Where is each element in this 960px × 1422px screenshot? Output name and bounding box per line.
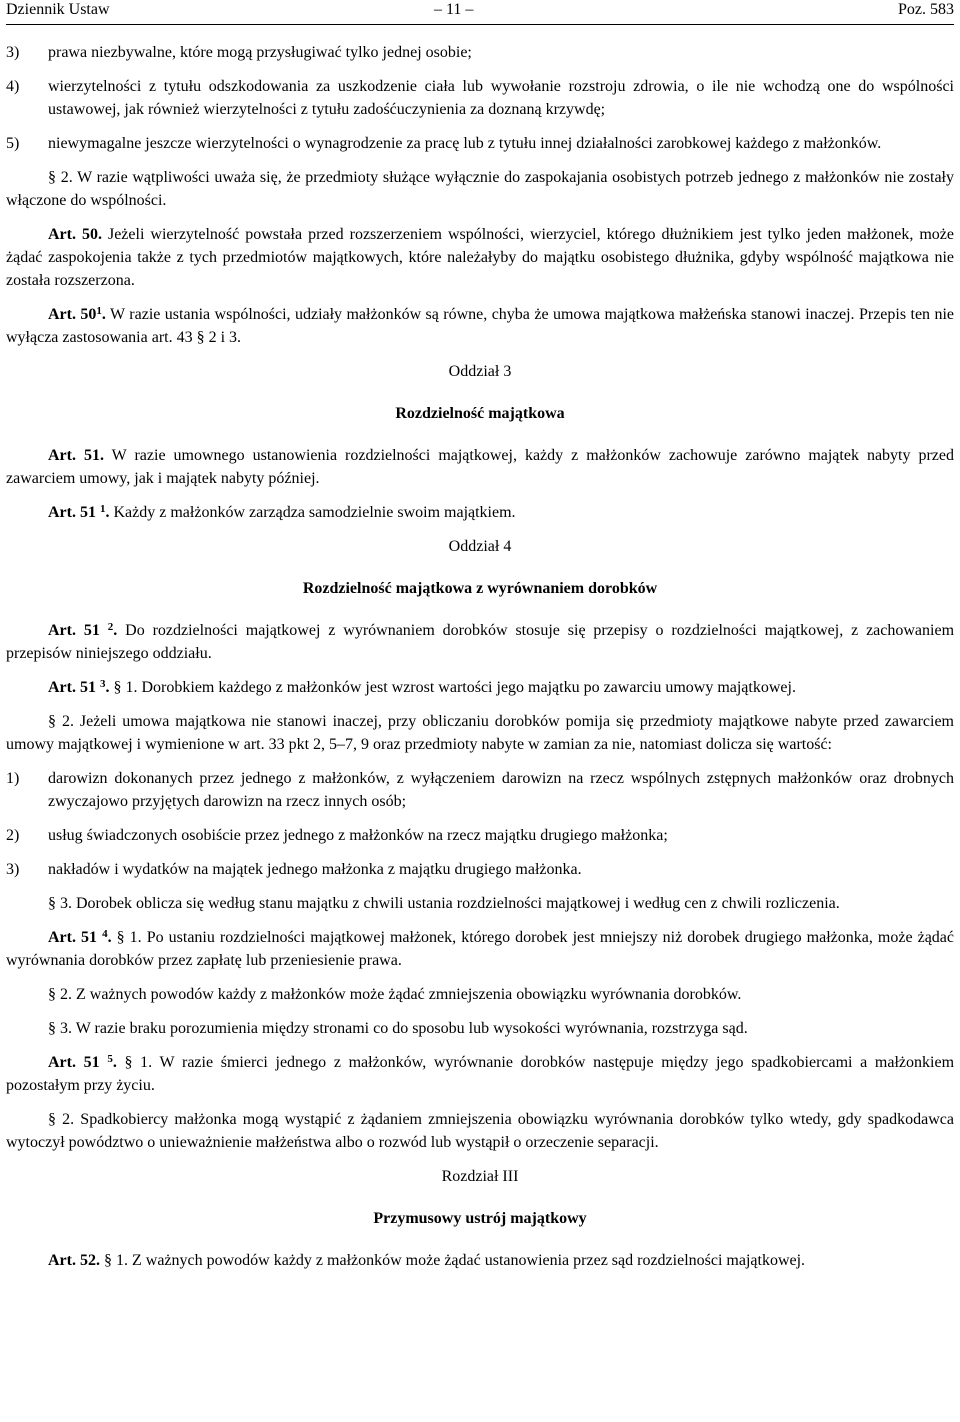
article-text: § 1. Po ustaniu rozdzielności majątkowej małżonek, którego dorobek jest mniejszy niż dorobek drugiego małżonka, może żądać wyrównania dorobków przez zapłatę lub przeniesienie prawa. — [6, 929, 955, 969]
article-51-4-section-2: § 2. Z ważnych powodów każdy z małżonków może żądać zmniejszenia obowiązku wyrównania dorobków. — [48, 986, 742, 1003]
list-item — [6, 824, 954, 847]
article-51-2 — [6, 619, 954, 665]
article-text: § 1. Dorobkiem każdego z małżonków jest wzrost wartości jego majątku po zawarciu umowy majątkowej. — [109, 679, 796, 696]
article-51-1 — [6, 501, 954, 524]
list-item — [6, 132, 954, 155]
division-4-heading: Oddział 4 — [448, 538, 512, 555]
division-4-title: Rozdzielność majątkowa z wyrównaniem dorobków — [302, 580, 658, 597]
article-text: Każdy z małżonków zarządza samodzielnie swoim majątkiem. — [109, 504, 516, 521]
list-item-number: 1) — [6, 770, 20, 787]
list-item-text: nakładów i wydatków na majątek jednego małżonka z majątku drugiego małżonka. — [48, 861, 582, 878]
list-item-number: 5) — [6, 135, 20, 152]
journal-title: Dziennik Ustaw — [6, 1, 110, 18]
list-item-number: 4) — [6, 78, 20, 95]
article-50-1 — [6, 303, 954, 349]
division-3-title: Rozdzielność majątkowa — [395, 405, 565, 422]
article-51-3 — [6, 676, 954, 699]
article-label: Art. 51 $^2$. — [48, 621, 118, 639]
article-label: Art. 51. — [48, 447, 104, 464]
article-51-3-section-2: § 2. Jeżeli umowa majątkowa nie stanowi inaczej, przy obliczaniu dorobków pomija się przedmioty majątkowe nabyte przed zawarciem umowy majątkowej i wymienione w art. 33 pkt 2, 5–7, 9 oraz przedmioty nabyte w zamian za nie, natomiast dolicza się wartość: — [6, 713, 954, 753]
article-superscript: 1 — [96, 305, 102, 317]
article-text: W razie ustania wspólności, udziały małżonków są równe, chyba że umowa majątkowa małżeńska stanowi inaczej. Przepis ten nie wyłącza zastosowania art. 43 § 2 i 3. — [6, 306, 955, 346]
article-superscript: 2 — [107, 621, 114, 633]
article-51-4 — [6, 926, 954, 972]
list-item — [6, 41, 954, 64]
article-label: Art. 50. — [48, 226, 102, 243]
list-item — [6, 858, 954, 881]
page-number: – 11 – — [434, 1, 474, 18]
article-50 — [6, 223, 954, 292]
page-header — [6, 0, 954, 25]
article-text: § 1. W razie śmierci jednego z małżonków, wyrównanie dorobków następuje między jego spadkobiercami a małżonkiem pozostałym przy życiu. — [6, 1054, 955, 1094]
list-item-text: prawa niezbywalne, które mogą przysługiwać tylko jednej osobie; — [48, 44, 472, 61]
list-item-text: niewymagalne jeszcze wierzytelności o wynagrodzenie za pracę lub z tytułu innej działalności zarobkowej każdego z małżonków. — [48, 135, 882, 152]
article-text: § 1. Z ważnych powodów każdy z małżonków może żądać ustanowienia przez sąd rozdzielności majątkowej. — [99, 1252, 806, 1269]
article-label: Art. 51 $^3$. — [48, 678, 110, 696]
list-item-text: usług świadczonych osobiście przez jednego z małżonków na rzecz majątku drugiego małżonka; — [48, 827, 668, 844]
article-superscript: 4 — [102, 928, 108, 940]
list-item-text: darowizn dokonanych przez jednego z małżonków, z wyłączeniem darowizn na rzecz wspólnych zstępnych małżonków oraz drobnych zwyczajowo przyjętych darowizn na rzecz innych osób; — [48, 770, 954, 810]
article-text: W razie umownego ustanowienia rozdzielności majątkowej, każdy z małżonków zachowuje zarówno majątek nabyty przed zawarciem umowy, jak i majątek nabyty później. — [6, 447, 955, 487]
article-label: Art. 51 $^5$. — [48, 1053, 117, 1071]
article-text: Jeżeli wierzytelność powstała przed rozszerzeniem wspólności, wierzyciel, którego dłużnikiem jest tylko jeden małżonek, może żądać zaspokojenia także z tych przedmiotów majątkowych, które należałyby do majątku osobistego dłużnika, gdyby wspólność majątkowa nie została rozszerzona. — [6, 226, 955, 289]
article-label: Art. 51 $^4$. — [48, 928, 112, 946]
article-superscript: 5 — [107, 1053, 113, 1065]
list-item-number: 3) — [6, 44, 20, 61]
chapter-3-title: Przymusowy ustrój majątkowy — [373, 1210, 587, 1227]
list-item — [6, 75, 954, 121]
list-item-text: wierzytelności z tytułu odszkodowania za uszkodzenie ciała lub wywołanie rozstroju zdrowia, o ile nie wchodzą one do wspólności ustawowej, jak również wierzytelności z tytułu zadośćuczynienia za doznaną krzywdę; — [48, 78, 954, 118]
document-body — [6, 25, 954, 1272]
article-superscript: 1 — [99, 503, 106, 515]
chapter-3-heading: Rozdział III — [441, 1168, 519, 1185]
article-label: Art. $50^1$. — [48, 305, 106, 323]
position-number: Poz. 583 — [898, 1, 954, 18]
article-label: Art. 52. — [48, 1252, 100, 1269]
paragraph-section-2: § 2. W razie wątpliwości uważa się, że przedmioty służące wyłącznie do zaspokajania osobistych potrzeb jednego z małżonków nie zostały włączone do wspólności. — [6, 169, 954, 209]
list-item-number: 3) — [6, 861, 20, 878]
article-51-5-section-2: § 2. Spadkobiercy małżonka mogą wystąpić z żądaniem zmniejszenia obowiązku wyrównania dorobków tylko wtedy, gdy spadkodawca wytoczył powództwo o unieważnienie małżeństwa albo o rozwód lub wystąpił o orzeczenie separacji. — [6, 1111, 954, 1151]
article-text: Do rozdzielności majątkowej z wyrównaniem dorobków stosuje się przepisy o rozdzielności majątkowej, z zachowaniem przepisów niniejszego oddziału. — [6, 622, 955, 662]
article-superscript: 3 — [99, 678, 106, 690]
article-51-3-section-3: § 3. Dorobek oblicza się według stanu majątku z chwili ustania rozdzielności majątkowej i według cen z chwili rozliczenia. — [48, 895, 840, 912]
article-label: Art. 51 $^1$. — [48, 503, 110, 521]
article-51 — [6, 444, 954, 490]
division-3-heading: Oddział 3 — [448, 363, 512, 380]
list-item — [6, 767, 954, 813]
article-51-4-section-3: § 3. W razie braku porozumienia między stronami co do sposobu lub wysokości wyrównania, rozstrzyga sąd. — [48, 1020, 748, 1037]
article-52 — [6, 1249, 954, 1272]
article-51-5 — [6, 1051, 954, 1097]
list-item-number: 2) — [6, 827, 20, 844]
